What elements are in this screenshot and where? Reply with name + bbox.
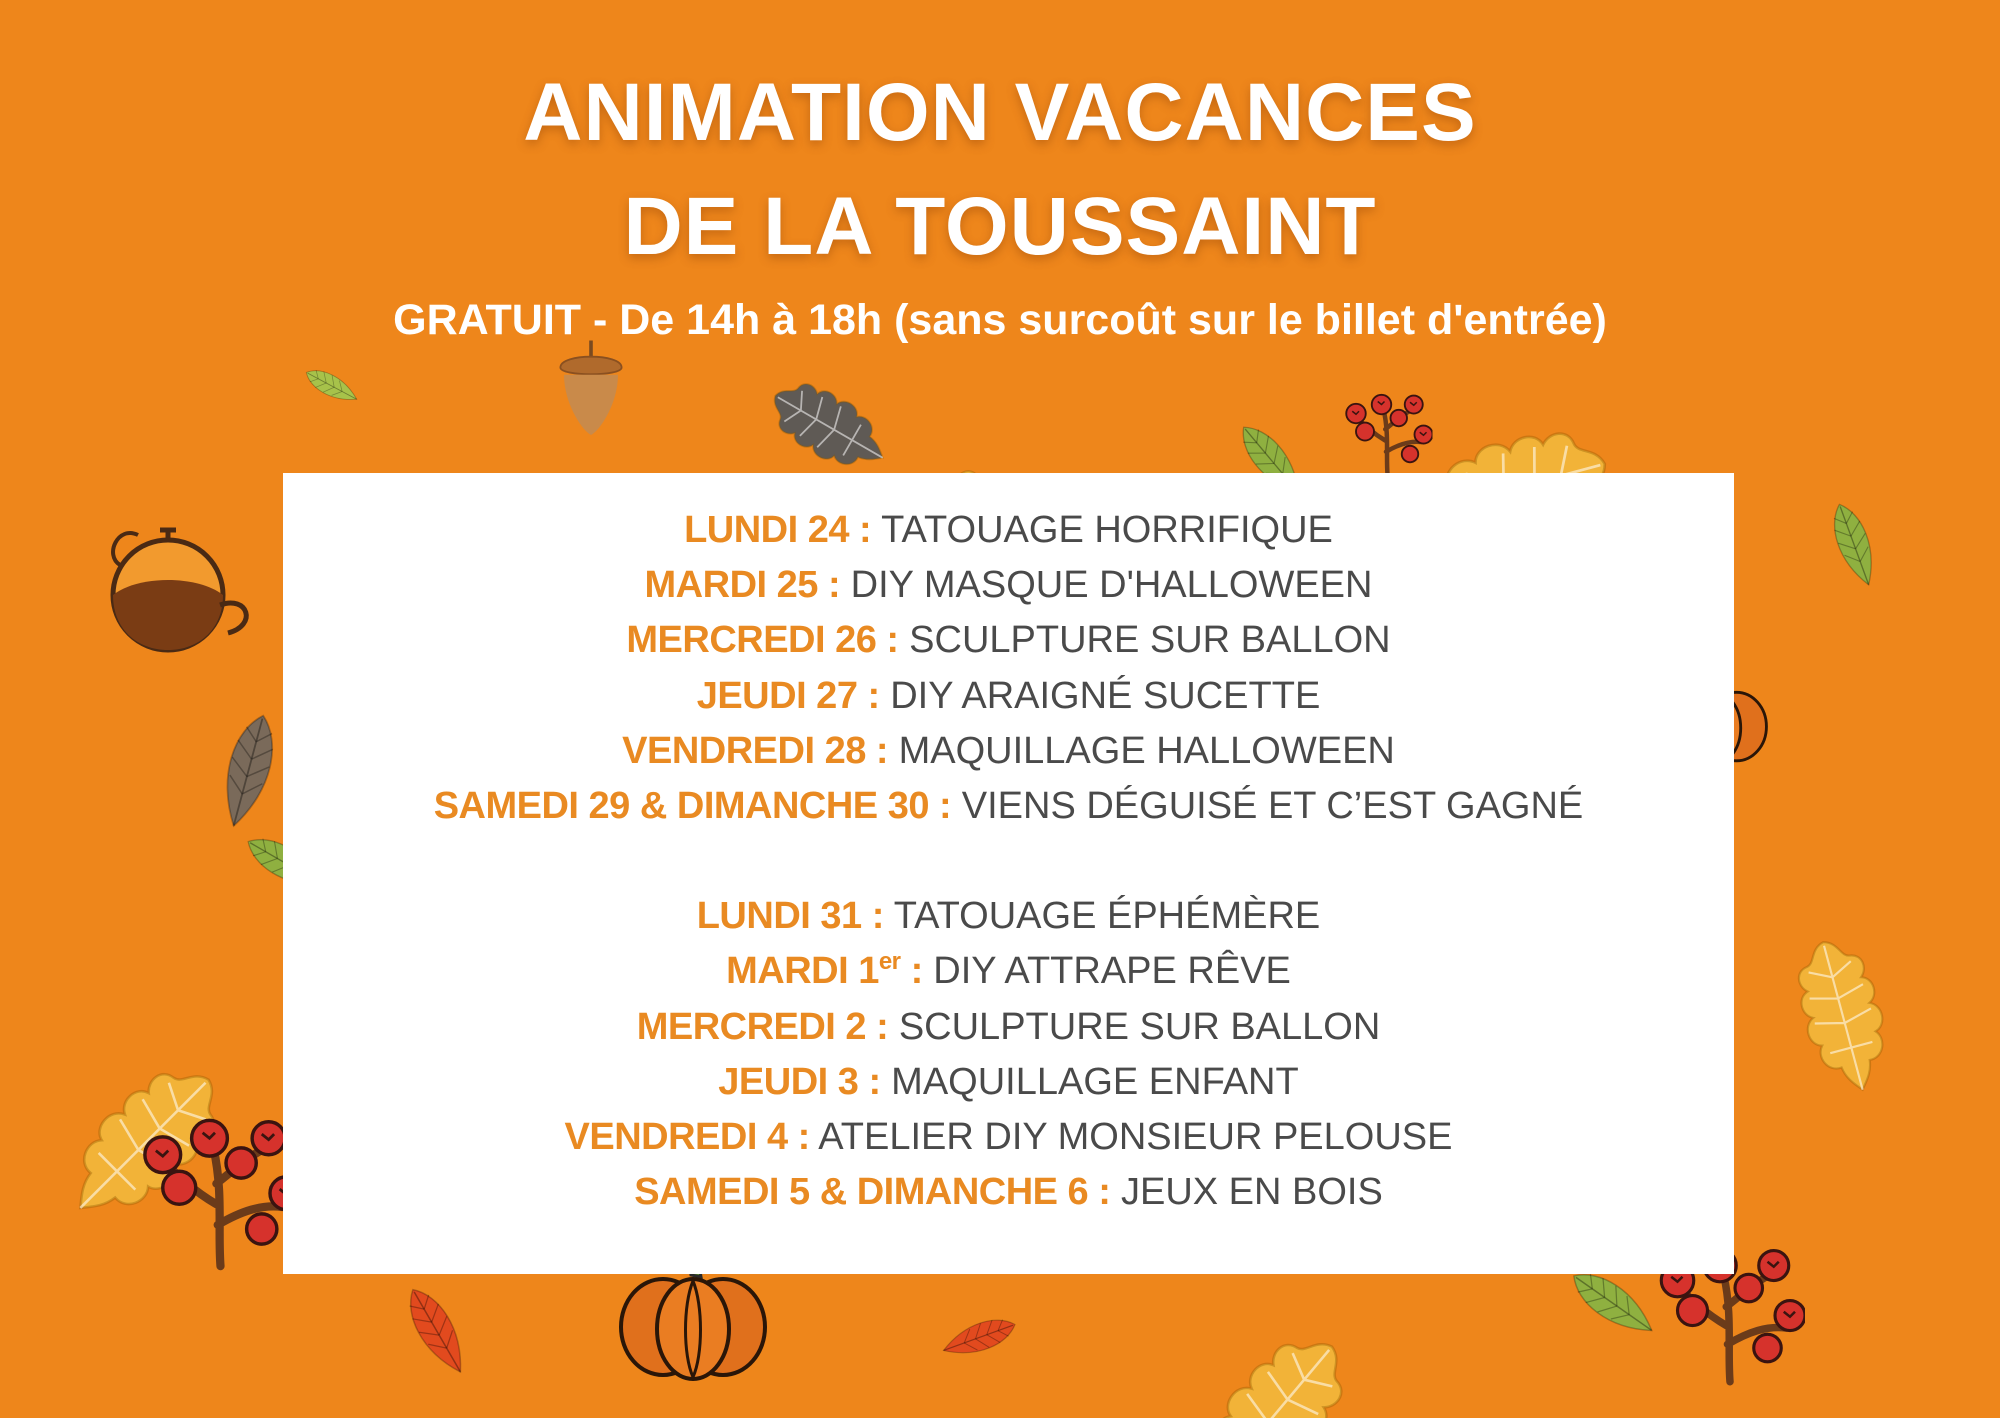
day-label: SAMEDI 5 & DIMANCHE 6 : [634, 1171, 1111, 1214]
schedule-row [283, 1165, 1734, 1220]
page-title-line2: DE LA TOUSSAINT [623, 181, 1377, 272]
schedule-row [283, 613, 1734, 668]
day-label: JEUDI 3 : [718, 1060, 881, 1103]
day-label: VENDREDI 4 : [564, 1115, 810, 1158]
activity-label: ATELIER DIY MONSIEUR PELOUSE [818, 1115, 1453, 1158]
leaf-icon [1767, 455, 1868, 565]
leaf-icon [174, 799, 297, 922]
day-label: LUNDI 31 : [696, 895, 884, 938]
schedule-row [283, 944, 1734, 999]
schedule-row [283, 503, 1734, 558]
day-label-ordinal: er [878, 948, 901, 976]
day-label: SAMEDI 29 & DIMANCHE 30 : [433, 784, 952, 827]
schedule-list [283, 503, 1734, 1220]
activity-label: MAQUILLAGE HALLOWEEN [898, 729, 1395, 772]
day-label-suffix: : [900, 950, 923, 993]
day-label: MARDI 25 : [644, 564, 841, 607]
activity-label: VIENS DÉGUISÉ ET C’EST GAGNÉ [961, 784, 1584, 827]
day-label: MERCREDI 26 : [626, 619, 899, 662]
day-label [726, 950, 923, 992]
berries-icon [1305, 388, 1470, 478]
schedule-row [283, 779, 1734, 834]
oak-leaf-icon [1484, 331, 1706, 489]
schedule-row [283, 1000, 1734, 1055]
activity-label: SCULPTURE SUR BALLON [909, 619, 1391, 662]
activity-label: TATOUAGE ÉPHÉMÈRE [893, 895, 1321, 938]
activity-label: DIY MASQUE D'HALLOWEEN [850, 564, 1373, 607]
activity-label: MAQUILLAGE ENFANT [891, 1060, 1299, 1103]
schedule-panel [283, 473, 1734, 1274]
schedule-row [283, 1055, 1734, 1110]
day-label-prefix: MARDI 1 [726, 950, 879, 993]
activity-label: TATOUAGE HORRIFIQUE [881, 509, 1333, 551]
activity-label: SCULPTURE SUR BALLON [898, 1005, 1381, 1048]
schedule-row [283, 669, 1734, 724]
activity-label: DIY ATTRAPE RÊVE [933, 950, 1291, 993]
activity-label: DIY ARAIGNÉ SUCETTE [890, 674, 1321, 717]
schedule-row [283, 1110, 1734, 1165]
day-label: LUNDI 24 : [684, 509, 872, 551]
schedule-row [283, 724, 1734, 779]
day-label: JEUDI 27 : [696, 674, 880, 717]
acorn-icon [555, 340, 627, 440]
day-label: MERCREDI 2 : [636, 1005, 889, 1048]
page-title-line1: ANIMATION VACANCES [523, 67, 1477, 158]
activity-label: JEUX EN BOIS [1120, 1171, 1383, 1214]
day-label: VENDREDI 28 : [622, 729, 889, 772]
leaf-icon [253, 336, 344, 435]
schedule-row [283, 558, 1734, 613]
oak-leaf-icon [679, 358, 832, 492]
page-subtitle: GRATUIT - De 14h à 18h (sans surcoût sur le billet d'entrée) [393, 296, 1607, 344]
schedule-row [283, 889, 1734, 944]
